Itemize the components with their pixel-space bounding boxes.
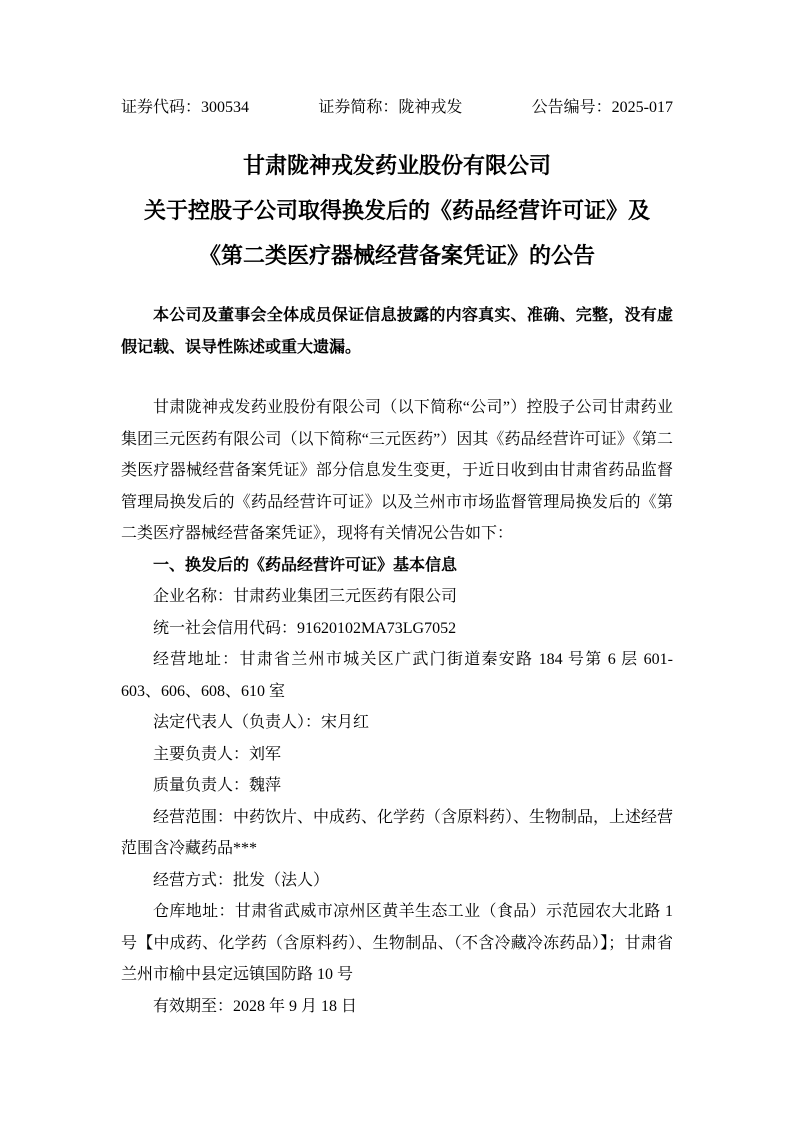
title-line-subject: 关于控股子公司取得换发后的《药品经营许可证》及 (143, 198, 650, 223)
section-1-heading: 一、换发后的《药品经营许可证》基本信息 (153, 556, 458, 574)
disclaimer-paragraph: 本公司及董事会全体成员保证信息披露的内容真实、准确、完整，没有虚假记载、误导性陈述或重大遗漏。 (121, 307, 673, 356)
document-title (121, 143, 673, 278)
field-warehouse-address: 仓库地址：甘肃省武威市凉州区黄羊生态工业（食品）示范园农大北路 1 号【中成药、化学药（含原料药）、生物制品、（不含冷藏冷冻药品）】；甘肃省兰州市榆中县定远镇国防路 10 号 (121, 903, 673, 983)
field-legal-representative: 法定代表人（负责人）：宋月红 (153, 714, 370, 731)
document-header (121, 97, 673, 119)
stock-code: 证券代码：300534 (121, 99, 250, 116)
field-business-mode: 经营方式：批发（法人） (153, 871, 330, 889)
field-company-name: 企业名称：甘肃药业集团三元医药有限公司 (153, 588, 458, 605)
announcement-number: 公告编号：2025-017 (531, 99, 673, 116)
field-business-scope: 经营范围：中药饮片、中成药、化学药（含原料药）、生物制品，上述经营范围含冷藏药品*** (121, 808, 674, 857)
title-line-company: 甘肃陇神戎发药业股份有限公司 (242, 153, 551, 178)
title-line-subject-2: 《第二类医疗器械经营备案凭证》的公告 (198, 243, 595, 268)
field-valid-until: 有效期至：2028 年 9 月 18 日 (153, 997, 358, 1015)
field-main-principal: 主要负责人：刘军 (153, 745, 282, 763)
field-business-address: 经营地址：甘肃省兰州市城关区广武门街道秦安路 184 号第 6 层 601-603、606、608、610 室 (121, 651, 673, 700)
field-quality-principal: 质量负责人：魏萍 (153, 777, 282, 794)
stock-short-name: 证券简称：陇神戎发 (318, 99, 463, 116)
field-credit-code: 统一社会信用代码：91620102MA73LG7052 (153, 619, 457, 637)
intro-paragraph: 甘肃陇神戎发药业股份有限公司（以下简称“公司”）控股子公司甘肃药业集团三元医药有限公司（以下简称“三元医药”）因其《药品经营许可证》《第二类医疗器械经营备案凭证》部分信息发生变更，于近日收到由甘肃省药品监督管理局换发后的《药品经营许可证》以及兰州市市场监督管理局换发后的《第二类医疗器械经营备案凭证》，现将有关情况公告如下： (121, 399, 673, 542)
